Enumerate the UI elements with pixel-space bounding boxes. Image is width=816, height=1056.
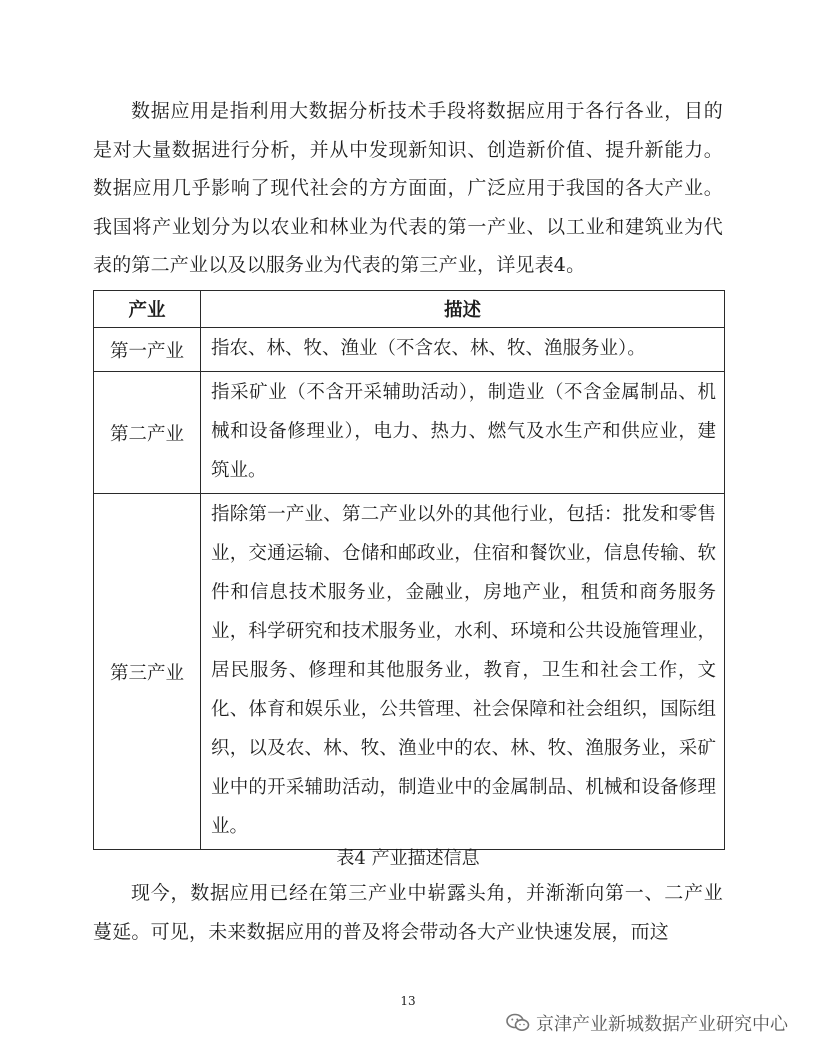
- closing-paragraph: 现今，数据应用已经在第三产业中崭露头角，并渐渐向第一、二产业蔓延。可见，未来数据应用的普及将会带动各大产业快速发展，而这: [93, 882, 723, 943]
- header-description: 描述: [201, 291, 725, 328]
- table-row: [94, 328, 725, 372]
- industry-cell: 第三产业: [94, 494, 201, 850]
- table-header-row: [94, 291, 725, 328]
- wechat-watermark: [506, 1010, 788, 1036]
- table-row: [94, 372, 725, 494]
- wechat-icon: [506, 1013, 530, 1033]
- watermark-text: 京津产业新城数据产业研究中心: [536, 1014, 788, 1035]
- page-number: 13: [400, 994, 416, 1008]
- industry-cell: 第二产业: [94, 372, 201, 494]
- intro-paragraph: 数据应用是指利用大数据分析技术手段将数据应用于各行各业，目的是对大量数据进行分析，并从中发现新知识、创造新价值、提升新能力。数据应用几乎影响了现代社会的方方面面，广泛应用于我国的各大产业。我国将产业划分为以农业和林业为代表的第一产业、以工业和建筑业为代表的第二产业以及以服务业为代表的第三产业，详见表4。: [93, 100, 723, 276]
- table-row: [94, 494, 725, 850]
- description-cell: 指农、林、牧、渔业（不含农、林、牧、渔服务业）。: [201, 328, 725, 372]
- industry-cell: 第一产业: [94, 328, 201, 372]
- industry-table: [93, 290, 725, 850]
- description-cell: 指采矿业（不含开采辅助活动），制造业（不含金属制品、机械和设备修理业），电力、热力、燃气及水生产和供应业，建筑业。: [201, 372, 725, 494]
- description-cell: 指除第一产业、第二产业以外的其他行业，包括：批发和零售业，交通运输、仓储和邮政业，住宿和餐饮业，信息传输、软件和信息技术服务业，金融业，房地产业，租赁和商务服务业，科学研究和技术服务业，水利、环境和公共设施管理业，居民服务、修理和其他服务业，教育，卫生和社会工作，文化、体育和娱乐业，公共管理、社会保障和社会组织，国际组织，以及农、林、牧、渔业中的农、林、牧、渔服务业，采矿业中的开采辅助活动，制造业中的金属制品、机械和设备修理业。: [201, 494, 725, 850]
- table-caption: 表4 产业描述信息: [336, 848, 480, 869]
- header-industry: 产业: [94, 291, 201, 328]
